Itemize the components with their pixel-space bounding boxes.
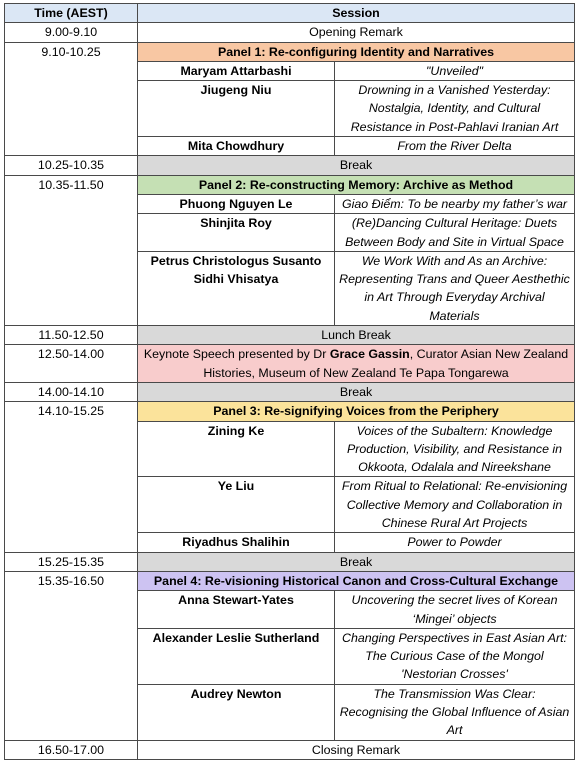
speaker-name: Petrus Christologus Susanto Sidhi Vhisatya [138, 251, 335, 325]
time-column-header: Time (AEST) [5, 4, 138, 23]
session-column-header: Session [138, 4, 575, 23]
break1-time: 10.25-10.35 [5, 156, 138, 175]
panel2-title: Panel 2: Re-constructing Memory: Archive as Method [138, 175, 575, 194]
closing-time: 16.50-17.00 [5, 740, 138, 759]
lunch-row [5, 326, 575, 345]
speaker-name: Mita Chowdhury [138, 137, 335, 156]
break-row [5, 382, 575, 401]
speaker-name: Alexander Leslie Sutherland [138, 628, 335, 684]
keynote-suffix: , Curator Asian New Zealand Histories, Museum of New Zealand Te Papa Tongarewa [203, 347, 569, 380]
talk-title: "Unveiled" [335, 61, 575, 80]
closing-label: Closing Remark [138, 740, 575, 759]
speaker-name: Anna Stewart-Yates [138, 591, 335, 629]
break2-label: Break [138, 382, 575, 401]
panel2-time: 10.35-11.50 [5, 175, 138, 325]
panel2-title-row [5, 175, 575, 194]
talk-title: Giao Điểm: To be nearby my father’s war [335, 194, 575, 213]
break3-time: 15.25-15.35 [5, 552, 138, 571]
talk-title: Drowning in a Vanished Yesterday: Nostalgia, Identity, and Cultural Resistance in Post-Pahlavi Iranian Art [335, 81, 575, 137]
panel3-title-row [5, 402, 575, 421]
panel1-time: 9.10-10.25 [5, 42, 138, 156]
break3-label: Break [138, 552, 575, 571]
panel4-time: 15.35-16.50 [5, 571, 138, 740]
break-row [5, 552, 575, 571]
talk-title: Uncovering the secret lives of Korean ‘Mingei’ objects [335, 591, 575, 629]
header-row [5, 4, 575, 23]
keynote-row [5, 345, 575, 383]
talk-title: We Work With and As an Archive: Representing Trans and Queer Aesthethic in Art Through Everyday Archival Materials [335, 251, 575, 325]
speaker-name: Phuong Nguyen Le [138, 194, 335, 213]
panel3-time: 14.10-15.25 [5, 402, 138, 552]
talk-title: The Transmission Was Clear: Recognising the Global Influence of Asian Art [335, 684, 575, 740]
panel4-title-row [5, 571, 575, 590]
speaker-name: Zining Ke [138, 421, 335, 477]
panel1-title-row [5, 42, 575, 61]
speaker-name: Maryam Attarbashi [138, 61, 335, 80]
break-row [5, 156, 575, 175]
schedule-table [4, 3, 575, 760]
talk-title: From Ritual to Relational: Re-envisioning Collective Memory and Collaboration in Chinese Rural Art Projects [335, 477, 575, 533]
opening-label: Opening Remark [138, 23, 575, 42]
speaker-name: Shinjita Roy [138, 214, 335, 252]
speaker-name: Jiugeng Niu [138, 81, 335, 137]
lunch-time: 11.50-12.50 [5, 326, 138, 345]
opening-row [5, 23, 575, 42]
speaker-name: Riyadhus Shalihin [138, 533, 335, 552]
speaker-name: Audrey Newton [138, 684, 335, 740]
lunch-label: Lunch Break [138, 326, 575, 345]
speaker-name: Ye Liu [138, 477, 335, 533]
talk-title: Voices of the Subaltern: Knowledge Production, Visibility, and Resistance in Okkoota, Odalala and Nireekshane [335, 421, 575, 477]
panel1-title: Panel 1: Re-configuring Identity and Narratives [138, 42, 575, 61]
panel3-title: Panel 3: Re-signifying Voices from the Periphery [138, 402, 575, 421]
opening-time: 9.00-9.10 [5, 23, 138, 42]
keynote-time: 12.50-14.00 [5, 345, 138, 383]
talk-title: (Re)Dancing Cultural Heritage: Duets Between Body and Site in Virtual Space [335, 214, 575, 252]
closing-row [5, 740, 575, 759]
keynote-prefix: Keynote Speech presented by Dr [143, 347, 330, 362]
talk-title: Power to Powder [335, 533, 575, 552]
keynote-description [138, 345, 575, 383]
break1-label: Break [138, 156, 575, 175]
talk-title: From the River Delta [335, 137, 575, 156]
keynote-speaker-name: Grace Gassin [329, 347, 410, 362]
talk-title: Changing Perspectives in East Asian Art: The Curious Case of the Mongol 'Nestorian Crosses' [335, 628, 575, 684]
panel4-title: Panel 4: Re-visioning Historical Canon and Cross-Cultural Exchange [138, 571, 575, 590]
break2-time: 14.00-14.10 [5, 382, 138, 401]
